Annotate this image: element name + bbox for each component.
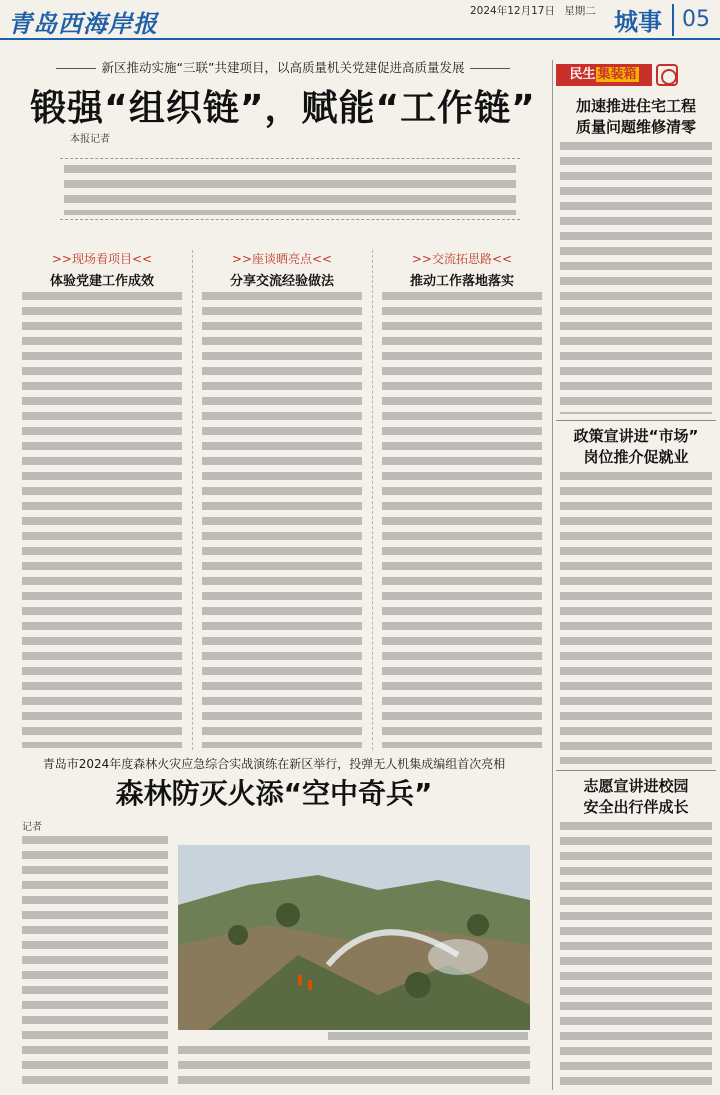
sub2-kicker: >>座谈晒亮点<< — [231, 252, 333, 266]
h1-line2: 质量问题维修清零 — [575, 118, 696, 136]
story1-col1-text — [22, 292, 182, 748]
h3-line2: 安全出行伴成长 — [583, 798, 689, 816]
h3-line1: 志愿宣讲进校园 — [583, 777, 689, 795]
story2-deck: 青岛市2024年度森林火灾应急综合实战演练在新区举行，投弹无人机集成编组首次亮相 — [42, 757, 506, 771]
forest-drill-photo — [178, 845, 530, 1030]
story1-byline: 本报记者 — [70, 134, 110, 145]
h1-line1: 加速推进住宅工程 — [575, 97, 696, 115]
story1-col2-text — [202, 292, 362, 748]
photo-caption-placeholder — [178, 1032, 530, 1042]
h2-line2: 岗位推介促就业 — [583, 448, 689, 466]
sub3-title: 推动工作落地落实 — [409, 274, 514, 289]
h2-line1: 政策宣讲进“市场” — [573, 427, 699, 445]
masthead — [0, 0, 720, 40]
right-article-3-text — [560, 822, 712, 1090]
sub3-kicker: >>交流拓思路<< — [411, 252, 513, 266]
story1-intro — [60, 158, 520, 220]
column-divider — [372, 250, 373, 750]
box-badge-icon — [656, 64, 678, 86]
issue-meta — [470, 4, 602, 19]
right-column-divider — [552, 60, 553, 1090]
story1-headline: 锻强“组织链”，赋能“工作链” — [30, 88, 536, 129]
forest-drill-illustration — [178, 845, 530, 1030]
sub1-kicker: >>现场看项目<< — [51, 252, 153, 266]
right-article-2-text — [560, 472, 712, 764]
newspaper-logo: 青岛西海岸报 — [8, 9, 158, 38]
sub1-title: 体验党建工作成效 — [49, 274, 154, 289]
issue-date: 2024年12月17日 — [470, 5, 555, 17]
right-headline-3 — [556, 776, 716, 818]
story2-col1-text — [22, 836, 168, 1086]
intro-text-lines — [64, 165, 516, 215]
column-divider — [192, 250, 193, 750]
story2-headline: 森林防灭火添“空中奇兵” — [115, 777, 433, 810]
story2-byline: 记者 — [22, 822, 42, 833]
story1-sub1 — [22, 250, 182, 289]
box-label-highlight: 集装箱 — [597, 67, 637, 82]
page-number: 05 — [672, 4, 718, 36]
issue-weekday: 星期二 — [564, 5, 596, 17]
right-headline-1 — [556, 96, 716, 138]
news-box-label — [556, 64, 652, 86]
right-separator — [556, 420, 716, 421]
story2-bottom-text — [178, 1046, 530, 1090]
story1-sub2 — [202, 250, 362, 289]
story1-sub3 — [382, 250, 542, 289]
section-name: 城事 — [614, 8, 662, 36]
sub2-title: 分享交流经验做法 — [229, 274, 334, 289]
box-label: 民生 — [569, 67, 596, 82]
right-headline-2 — [556, 426, 716, 468]
right-article-1-text — [560, 142, 712, 414]
story1-col3-text — [382, 292, 542, 748]
right-separator — [556, 770, 716, 771]
story1-deck: 新区推动实施“三联”共建项目，以高质量机关党建促进高质量发展 — [18, 58, 548, 76]
